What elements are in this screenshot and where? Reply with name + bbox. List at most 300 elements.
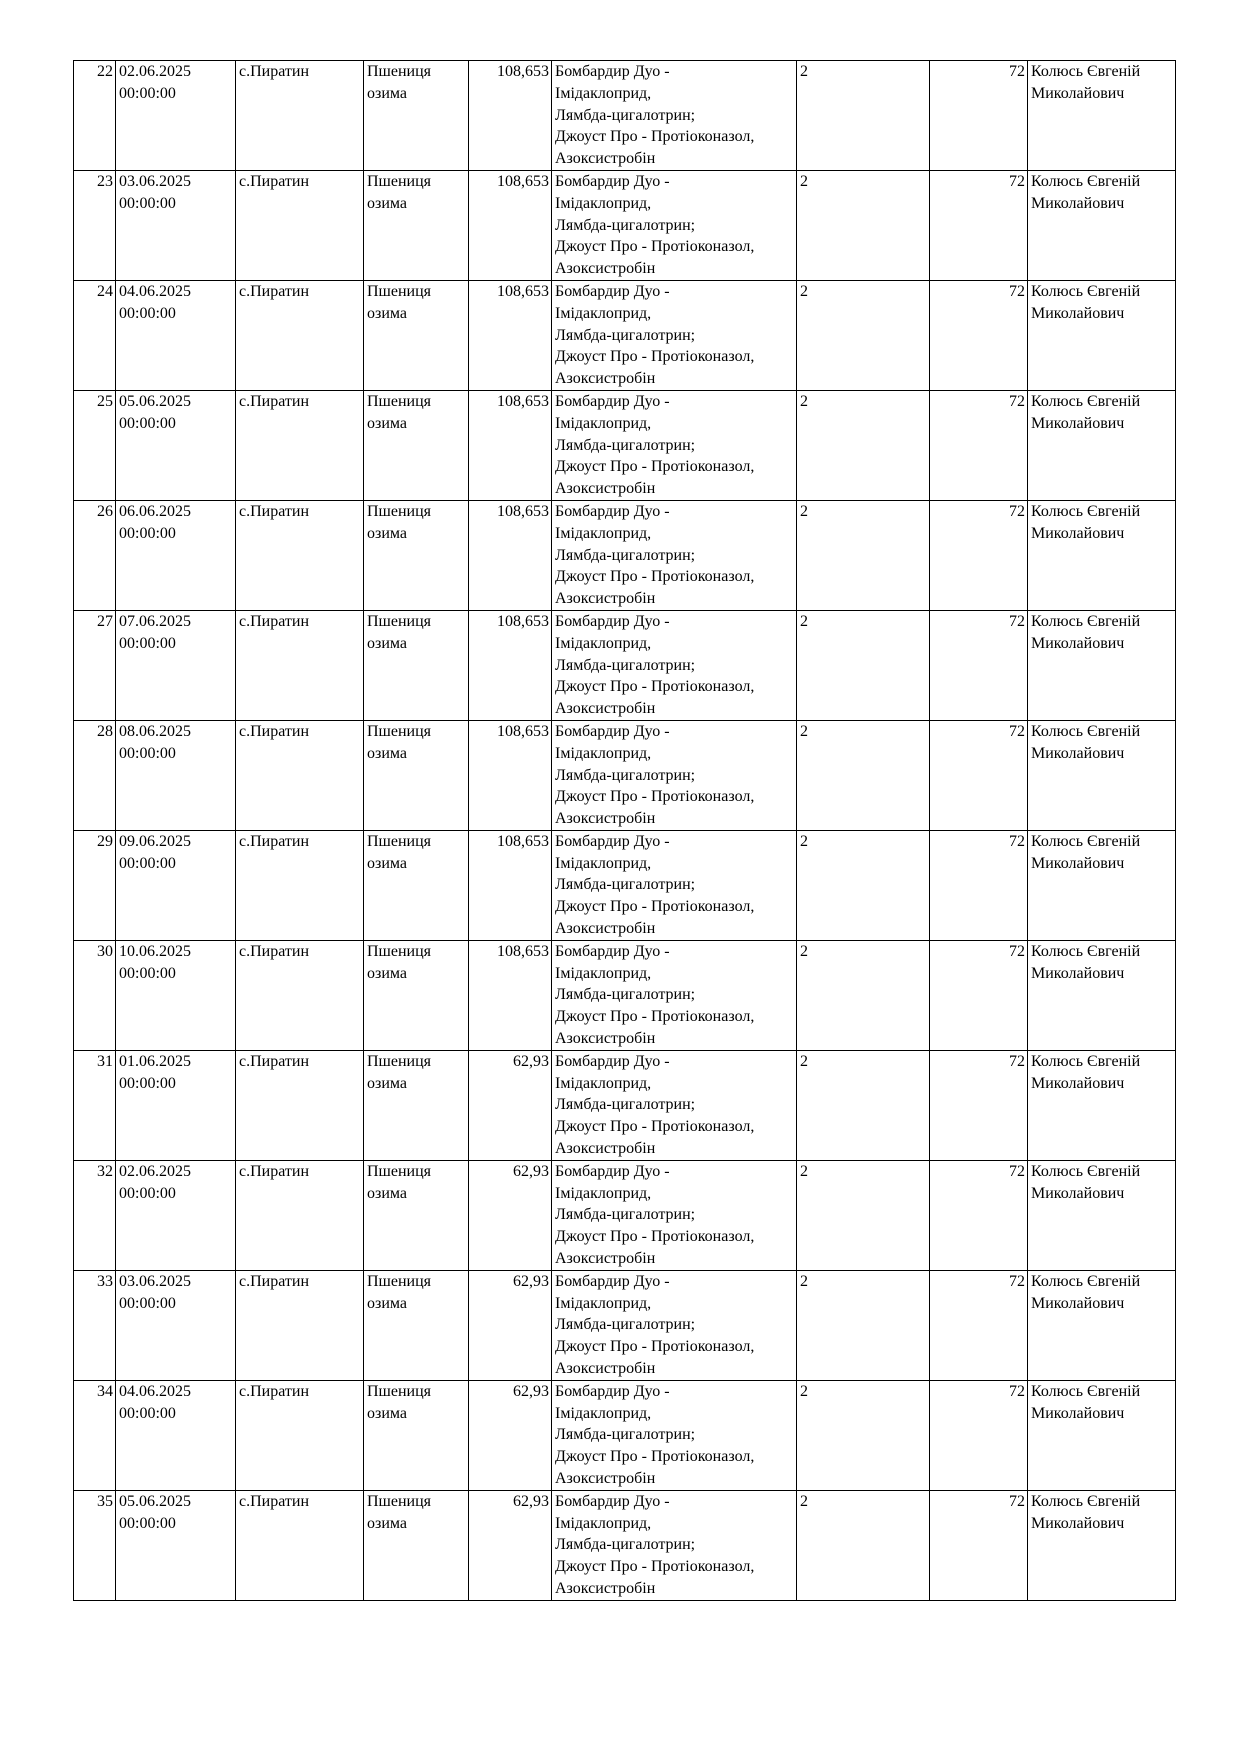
cell-text: Пшениця	[367, 1052, 432, 1070]
date-cell	[116, 170, 236, 280]
cell-text: Миколайович	[1031, 744, 1125, 762]
place-cell	[236, 720, 364, 830]
date-cell	[116, 610, 236, 720]
cell-text: Джоуст Про - Протіоконазол,	[555, 458, 755, 476]
row-number-cell	[74, 1270, 116, 1380]
row-number-cell	[74, 830, 116, 940]
cell-text: Лямбда-цигалотрин;	[555, 1316, 696, 1334]
table-row	[74, 1490, 1176, 1600]
place-cell	[236, 280, 364, 390]
row-number-cell	[74, 280, 116, 390]
cell-text: Азоксистробін	[555, 920, 656, 938]
cell-text: 2	[800, 1272, 808, 1290]
table-row	[74, 720, 1176, 830]
product-cell	[552, 500, 797, 610]
cell-text: озима	[367, 1184, 407, 1202]
cell-text: 72	[1009, 172, 1025, 190]
cell-text: Азоксистробін	[555, 810, 656, 828]
cell-text: Азоксистробін	[555, 1360, 656, 1378]
cell-text: Імідаклоприд,	[555, 1514, 652, 1532]
cell-text: Миколайович	[1031, 964, 1125, 982]
place-cell	[236, 1160, 364, 1270]
cell-text: 108,653	[497, 832, 549, 850]
cell-text: с.Пиратин	[239, 1492, 310, 1510]
row-number-cell	[74, 170, 116, 280]
area-cell	[469, 1380, 552, 1490]
place-cell	[236, 500, 364, 610]
cell-text: Джоуст Про - Протіоконазол,	[555, 348, 755, 366]
cell-text: Імідаклоприд,	[555, 1074, 652, 1092]
table-row	[74, 1380, 1176, 1490]
cell-text: 2	[800, 1382, 808, 1400]
cell-text: Азоксистробін	[555, 1030, 656, 1048]
area-cell	[469, 1490, 552, 1600]
cell-text: 62,93	[513, 1162, 549, 1180]
cell-text: озима	[367, 1294, 407, 1312]
hours-cell	[930, 1380, 1028, 1490]
date-cell	[116, 280, 236, 390]
cell-text: Імідаклоприд,	[555, 744, 652, 762]
cell-text: Колюсь Євгеній	[1031, 1382, 1141, 1400]
crop-cell	[364, 1050, 469, 1160]
responsible-person-cell	[1028, 610, 1176, 720]
cell-text: 24	[97, 282, 113, 300]
cell-text: 04.06.2025	[119, 1382, 191, 1400]
hours-cell	[930, 1490, 1028, 1600]
cell-text: 72	[1009, 722, 1025, 740]
row-number-cell	[74, 1160, 116, 1270]
place-cell	[236, 61, 364, 171]
table-row	[74, 830, 1176, 940]
cell-text: 06.06.2025	[119, 502, 191, 520]
cell-text: Пшениця	[367, 172, 432, 190]
responsible-person-cell	[1028, 170, 1176, 280]
cell-text: 02.06.2025	[119, 1162, 191, 1180]
hours-cell	[930, 1160, 1028, 1270]
cell-text: 72	[1009, 1492, 1025, 1510]
cell-text: 62,93	[513, 1272, 549, 1290]
hazard-class-cell	[797, 1380, 930, 1490]
cell-text: Джоуст Про - Протіоконазол,	[555, 1558, 755, 1576]
responsible-person-cell	[1028, 830, 1176, 940]
cell-text: 72	[1009, 1052, 1025, 1070]
product-cell	[552, 940, 797, 1050]
cell-text: Азоксистробін	[555, 1250, 656, 1268]
cell-text: 28	[97, 722, 113, 740]
cell-text: Лямбда-цигалотрин;	[555, 1536, 696, 1554]
cell-text: Колюсь Євгеній	[1031, 1052, 1141, 1070]
cell-text: 00:00:00	[119, 964, 176, 982]
hazard-class-cell	[797, 1050, 930, 1160]
date-cell	[116, 500, 236, 610]
hours-cell	[930, 390, 1028, 500]
cell-text: 72	[1009, 1382, 1025, 1400]
cell-text: 00:00:00	[119, 1184, 176, 1202]
cell-text: Колюсь Євгеній	[1031, 1492, 1141, 1510]
cell-text: Імідаклоприд,	[555, 634, 652, 652]
date-cell	[116, 1380, 236, 1490]
hours-cell	[930, 830, 1028, 940]
cell-text: Миколайович	[1031, 524, 1125, 542]
cell-text: Миколайович	[1031, 194, 1125, 212]
cell-text: Імідаклоприд,	[555, 84, 652, 102]
cell-text: 10.06.2025	[119, 942, 191, 960]
place-cell	[236, 390, 364, 500]
cell-text: 2	[800, 722, 808, 740]
treatment-table	[73, 60, 1176, 1601]
hours-cell	[930, 1050, 1028, 1160]
cell-text: озима	[367, 524, 407, 542]
cell-text: Бомбардир Дуо -	[555, 1162, 670, 1180]
date-cell	[116, 61, 236, 171]
cell-text: 108,653	[497, 722, 549, 740]
cell-text: с.Пиратин	[239, 1162, 310, 1180]
place-cell	[236, 610, 364, 720]
crop-cell	[364, 720, 469, 830]
date-cell	[116, 390, 236, 500]
responsible-person-cell	[1028, 500, 1176, 610]
cell-text: 00:00:00	[119, 854, 176, 872]
hours-cell	[930, 720, 1028, 830]
cell-text: Колюсь Євгеній	[1031, 1272, 1141, 1290]
cell-text: с.Пиратин	[239, 63, 310, 80]
cell-text: Миколайович	[1031, 304, 1125, 322]
cell-text: Лямбда-цигалотрин;	[555, 876, 696, 894]
cell-text: Пшениця	[367, 612, 432, 630]
hazard-class-cell	[797, 170, 930, 280]
cell-text: Азоксистробін	[555, 700, 656, 718]
cell-text: Джоуст Про - Протіоконазол,	[555, 568, 755, 586]
cell-text: Імідаклоприд,	[555, 304, 652, 322]
product-cell	[552, 1490, 797, 1600]
cell-text: Колюсь Євгеній	[1031, 502, 1141, 520]
area-cell	[469, 940, 552, 1050]
responsible-person-cell	[1028, 940, 1176, 1050]
cell-text: Імідаклоприд,	[555, 194, 652, 212]
place-cell	[236, 170, 364, 280]
cell-text: Миколайович	[1031, 854, 1125, 872]
cell-text: 00:00:00	[119, 1294, 176, 1312]
cell-text: Бомбардир Дуо -	[555, 1272, 670, 1290]
cell-text: 23	[97, 172, 113, 190]
cell-text: Джоуст Про - Протіоконазол,	[555, 898, 755, 916]
hours-cell	[930, 940, 1028, 1050]
place-cell	[236, 940, 364, 1050]
table-row	[74, 500, 1176, 610]
cell-text: Лямбда-цигалотрин;	[555, 766, 696, 784]
cell-text: Імідаклоприд,	[555, 854, 652, 872]
cell-text: Миколайович	[1031, 84, 1125, 102]
table-row	[74, 1160, 1176, 1270]
cell-text: Лямбда-цигалотрин;	[555, 216, 696, 234]
cell-text: с.Пиратин	[239, 722, 310, 740]
hazard-class-cell	[797, 61, 930, 171]
hours-cell	[930, 170, 1028, 280]
row-number-cell	[74, 1380, 116, 1490]
responsible-person-cell	[1028, 1270, 1176, 1380]
cell-text: Джоуст Про - Протіоконазол,	[555, 1228, 755, 1246]
cell-text: Азоксистробін	[555, 1579, 656, 1597]
cell-text: 00:00:00	[119, 1074, 176, 1092]
cell-text: Азоксистробін	[555, 590, 656, 608]
cell-text: 2	[800, 612, 808, 630]
cell-text: Лямбда-цигалотрин;	[555, 1206, 696, 1224]
hazard-class-cell	[797, 610, 930, 720]
crop-cell	[364, 170, 469, 280]
product-cell	[552, 1380, 797, 1490]
product-cell	[552, 830, 797, 940]
cell-text: 34	[97, 1382, 113, 1400]
cell-text: 32	[97, 1162, 113, 1180]
cell-text: Імідаклоприд,	[555, 524, 652, 542]
responsible-person-cell	[1028, 1380, 1176, 1490]
crop-cell	[364, 1380, 469, 1490]
responsible-person-cell	[1028, 1160, 1176, 1270]
cell-text: Пшениця	[367, 282, 432, 300]
cell-text: 108,653	[497, 172, 549, 190]
area-cell	[469, 280, 552, 390]
cell-text: 00:00:00	[119, 634, 176, 652]
hazard-class-cell	[797, 280, 930, 390]
product-cell	[552, 170, 797, 280]
cell-text: Лямбда-цигалотрин;	[555, 1426, 696, 1444]
cell-text: Лямбда-цигалотрин;	[555, 106, 696, 124]
date-cell	[116, 1490, 236, 1600]
cell-text: Бомбардир Дуо -	[555, 832, 670, 850]
cell-text: 00:00:00	[119, 304, 176, 322]
cell-text: Пшениця	[367, 832, 432, 850]
cell-text: Пшениця	[367, 502, 432, 520]
hazard-class-cell	[797, 1160, 930, 1270]
cell-text: Колюсь Євгеній	[1031, 392, 1141, 410]
cell-text: 35	[97, 1492, 113, 1510]
cell-text: озима	[367, 1074, 407, 1092]
product-cell	[552, 720, 797, 830]
cell-text: Пшениця	[367, 942, 432, 960]
cell-text: с.Пиратин	[239, 1272, 310, 1290]
row-number-cell	[74, 1490, 116, 1600]
hazard-class-cell	[797, 720, 930, 830]
cell-text: с.Пиратин	[239, 612, 310, 630]
cell-text: Пшениця	[367, 1272, 432, 1290]
cell-text: Імідаклоприд,	[555, 1404, 652, 1422]
cell-text: 03.06.2025	[119, 1272, 191, 1290]
cell-text: 72	[1009, 392, 1025, 410]
cell-text: Лямбда-цигалотрин;	[555, 656, 696, 674]
cell-text: 05.06.2025	[119, 392, 191, 410]
cell-text: 108,653	[497, 612, 549, 630]
cell-text: Лямбда-цигалотрин;	[555, 436, 696, 454]
cell-text: Імідаклоприд,	[555, 964, 652, 982]
crop-cell	[364, 390, 469, 500]
product-cell	[552, 280, 797, 390]
cell-text: с.Пиратин	[239, 832, 310, 850]
cell-text: Колюсь Євгеній	[1031, 832, 1141, 850]
cell-text: Колюсь Євгеній	[1031, 282, 1141, 300]
cell-text: 00:00:00	[119, 1404, 176, 1422]
cell-text: Бомбардир Дуо -	[555, 63, 670, 80]
row-number-cell	[74, 940, 116, 1050]
cell-text: озима	[367, 194, 407, 212]
cell-text: 62,93	[513, 1052, 549, 1070]
area-cell	[469, 1270, 552, 1380]
product-cell	[552, 610, 797, 720]
cell-text: с.Пиратин	[239, 1052, 310, 1070]
responsible-person-cell	[1028, 720, 1176, 830]
cell-text: озима	[367, 744, 407, 762]
crop-cell	[364, 280, 469, 390]
cell-text: 29	[97, 832, 113, 850]
cell-text: Азоксистробін	[555, 370, 656, 388]
cell-text: Азоксистробін	[555, 150, 656, 168]
table-row	[74, 610, 1176, 720]
area-cell	[469, 170, 552, 280]
cell-text: Пшениця	[367, 1382, 432, 1400]
hours-cell	[930, 1270, 1028, 1380]
cell-text: Миколайович	[1031, 1184, 1125, 1202]
table-row	[74, 390, 1176, 500]
crop-cell	[364, 1270, 469, 1380]
cell-text: Імідаклоприд,	[555, 1294, 652, 1312]
cell-text: 03.06.2025	[119, 172, 191, 190]
date-cell	[116, 1050, 236, 1160]
place-cell	[236, 1490, 364, 1600]
cell-text: 72	[1009, 612, 1025, 630]
cell-text: с.Пиратин	[239, 942, 310, 960]
crop-cell	[364, 1160, 469, 1270]
place-cell	[236, 830, 364, 940]
cell-text: Лямбда-цигалотрин;	[555, 986, 696, 1004]
area-cell	[469, 720, 552, 830]
row-number-cell	[74, 720, 116, 830]
cell-text: Лямбда-цигалотрин;	[555, 546, 696, 564]
date-cell	[116, 1270, 236, 1380]
cell-text: озима	[367, 84, 407, 102]
place-cell	[236, 1270, 364, 1380]
cell-text: Бомбардир Дуо -	[555, 1492, 670, 1510]
table-row	[74, 170, 1176, 280]
cell-text: Колюсь Євгеній	[1031, 942, 1141, 960]
cell-text: 00:00:00	[119, 524, 176, 542]
cell-text: 30	[97, 942, 113, 960]
area-cell	[469, 610, 552, 720]
cell-text: 2	[800, 832, 808, 850]
cell-text: 2	[800, 63, 808, 80]
responsible-person-cell	[1028, 61, 1176, 171]
cell-text: Миколайович	[1031, 1404, 1125, 1422]
cell-text: озима	[367, 414, 407, 432]
hours-cell	[930, 610, 1028, 720]
cell-text: Миколайович	[1031, 1294, 1125, 1312]
product-cell	[552, 1270, 797, 1380]
responsible-person-cell	[1028, 1490, 1176, 1600]
cell-text: 00:00:00	[119, 194, 176, 212]
date-cell	[116, 830, 236, 940]
cell-text: Азоксистробін	[555, 260, 656, 278]
date-cell	[116, 720, 236, 830]
cell-text: Бомбардир Дуо -	[555, 502, 670, 520]
crop-cell	[364, 1490, 469, 1600]
cell-text: Джоуст Про - Протіоконазол,	[555, 238, 755, 256]
cell-text: Джоуст Про - Протіоконазол,	[555, 1008, 755, 1026]
responsible-person-cell	[1028, 280, 1176, 390]
cell-text: 08.06.2025	[119, 722, 191, 740]
responsible-person-cell	[1028, 1050, 1176, 1160]
hazard-class-cell	[797, 1490, 930, 1600]
cell-text: 72	[1009, 1272, 1025, 1290]
area-cell	[469, 61, 552, 171]
product-cell	[552, 1050, 797, 1160]
product-cell	[552, 1160, 797, 1270]
table-row	[74, 280, 1176, 390]
cell-text: Джоуст Про - Протіоконазол,	[555, 128, 755, 146]
cell-text: Джоуст Про - Протіоконазол,	[555, 1118, 755, 1136]
table-row	[74, 1270, 1176, 1380]
cell-text: 05.06.2025	[119, 1492, 191, 1510]
cell-text: 09.06.2025	[119, 832, 191, 850]
cell-text: Бомбардир Дуо -	[555, 392, 670, 410]
cell-text: 2	[800, 1162, 808, 1180]
cell-text: Джоуст Про - Протіоконазол,	[555, 788, 755, 806]
table-row	[74, 61, 1176, 171]
date-cell	[116, 940, 236, 1050]
cell-text: Миколайович	[1031, 414, 1125, 432]
cell-text: 72	[1009, 832, 1025, 850]
crop-cell	[364, 61, 469, 171]
cell-text: с.Пиратин	[239, 392, 310, 410]
cell-text: Пшениця	[367, 1162, 432, 1180]
cell-text: 72	[1009, 1162, 1025, 1180]
cell-text: 2	[800, 1492, 808, 1510]
cell-text: 22	[97, 63, 113, 80]
cell-text: Бомбардир Дуо -	[555, 282, 670, 300]
cell-text: Лямбда-цигалотрин;	[555, 326, 696, 344]
area-cell	[469, 500, 552, 610]
cell-text: Колюсь Євгеній	[1031, 172, 1141, 190]
cell-text: Пшениця	[367, 392, 432, 410]
cell-text: 00:00:00	[119, 1514, 176, 1532]
hours-cell	[930, 500, 1028, 610]
cell-text: озима	[367, 1404, 407, 1422]
cell-text: 62,93	[513, 1382, 549, 1400]
cell-text: 72	[1009, 63, 1025, 80]
table-row	[74, 940, 1176, 1050]
cell-text: 04.06.2025	[119, 282, 191, 300]
cell-text: 2	[800, 172, 808, 190]
cell-text: Пшениця	[367, 722, 432, 740]
row-number-cell	[74, 1050, 116, 1160]
responsible-person-cell	[1028, 390, 1176, 500]
area-cell	[469, 830, 552, 940]
cell-text: озима	[367, 964, 407, 982]
cell-text: 00:00:00	[119, 414, 176, 432]
crop-cell	[364, 500, 469, 610]
hazard-class-cell	[797, 500, 930, 610]
cell-text: озима	[367, 1514, 407, 1532]
cell-text: 108,653	[497, 502, 549, 520]
cell-text: 2	[800, 1052, 808, 1070]
cell-text: 108,653	[497, 942, 549, 960]
cell-text: 25	[97, 392, 113, 410]
cell-text: Пшениця	[367, 1492, 432, 1510]
cell-text: с.Пиратин	[239, 1382, 310, 1400]
cell-text: 02.06.2025	[119, 63, 191, 80]
cell-text: Бомбардир Дуо -	[555, 172, 670, 190]
table-body	[74, 61, 1176, 1601]
cell-text: Колюсь Євгеній	[1031, 722, 1141, 740]
hours-cell	[930, 61, 1028, 171]
cell-text: 72	[1009, 502, 1025, 520]
